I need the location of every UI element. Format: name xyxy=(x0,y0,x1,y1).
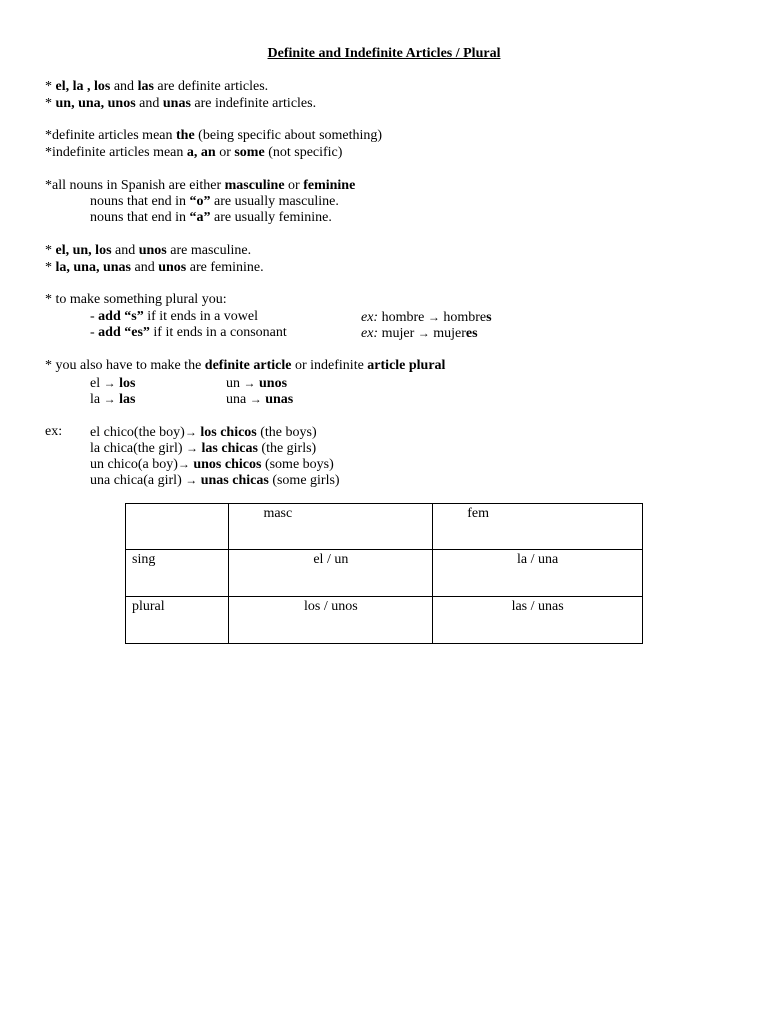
text: are feminine. xyxy=(186,260,264,275)
example-row-3 xyxy=(90,456,334,473)
definite-pair-1 xyxy=(90,375,135,392)
arrow-icon: → xyxy=(185,473,198,487)
plural-example-vowel xyxy=(361,309,492,326)
text: (not specific) xyxy=(264,145,343,160)
bold-text: add “s” xyxy=(98,309,144,324)
definite-meaning-line xyxy=(45,128,382,144)
text: (the girls) xyxy=(257,441,317,456)
plural-intro-line: * to make something plural you: xyxy=(45,292,227,307)
bold-text: unos xyxy=(138,243,167,258)
table-header-fem: fem xyxy=(433,504,643,550)
text: el xyxy=(90,376,104,391)
bold-text: el, un, los xyxy=(55,243,112,258)
table-row xyxy=(126,550,643,597)
examples-label: ex: xyxy=(45,424,63,439)
text: * xyxy=(45,96,56,111)
example-row-4 xyxy=(90,472,340,489)
bold-text: las xyxy=(119,392,136,407)
nouns-gender-line xyxy=(45,178,355,194)
text: and xyxy=(135,96,163,111)
articles-summary-table xyxy=(125,503,643,644)
nouns-a-line xyxy=(90,210,332,226)
arrow-icon: → xyxy=(427,310,440,324)
bold-text: s xyxy=(486,310,492,325)
text: - xyxy=(90,325,99,340)
text: una xyxy=(226,392,250,407)
arrow-icon: → xyxy=(417,326,430,340)
indefinite-pair-1 xyxy=(226,375,287,392)
bold-text: article plural xyxy=(367,358,446,373)
text: un xyxy=(226,376,244,391)
example-label: ex: xyxy=(361,326,379,341)
bold-text: las xyxy=(137,79,154,94)
plural-rule-vowel xyxy=(90,309,258,325)
text: *definite articles mean xyxy=(45,128,176,143)
text: * xyxy=(45,243,56,258)
text: un chico(a boy) xyxy=(90,457,178,472)
table-cell: las / unas xyxy=(433,597,643,644)
table-header-row xyxy=(126,504,643,550)
bold-text: the xyxy=(176,128,195,143)
text: or xyxy=(284,178,304,193)
table-cell: los / unos xyxy=(229,597,433,644)
text: la chica(the girl) xyxy=(90,441,187,456)
text: (the boys) xyxy=(256,425,317,440)
bold-text: un, una, unos xyxy=(55,96,136,111)
arrow-icon: → xyxy=(103,392,116,406)
bold-text: la, una, unas xyxy=(55,260,131,275)
text: nouns that end in xyxy=(90,194,190,209)
bold-text: a, an xyxy=(186,145,216,160)
nouns-o-line xyxy=(90,194,339,210)
table-row-label: sing xyxy=(126,550,229,597)
text: la xyxy=(90,392,104,407)
text: or xyxy=(215,145,235,160)
masculine-articles-line xyxy=(45,243,251,259)
bold-text: unos chicos xyxy=(193,457,262,472)
table-cell: la / una xyxy=(433,550,643,597)
bold-text: “o” xyxy=(189,194,211,209)
table-row xyxy=(126,597,643,644)
bold-text: unas xyxy=(265,392,294,407)
text: are usually feminine. xyxy=(210,210,332,225)
table-corner-cell xyxy=(126,504,229,550)
arrow-icon: → xyxy=(184,425,197,439)
text: and xyxy=(111,243,139,258)
text: are indefinite articles. xyxy=(190,96,317,111)
text: and xyxy=(110,79,138,94)
text: (some boys) xyxy=(261,457,334,472)
text: mujer xyxy=(378,326,418,341)
text: hombre xyxy=(378,310,428,325)
definite-articles-line xyxy=(45,79,268,95)
text: (being specific about something) xyxy=(194,128,383,143)
page-title: Definite and Indefinite Articles / Plural xyxy=(267,46,501,61)
example-label: ex: xyxy=(361,310,379,325)
arrow-icon: → xyxy=(249,392,262,406)
text: - xyxy=(90,309,99,324)
arrow-icon: → xyxy=(243,376,256,390)
text: if it ends in a consonant xyxy=(149,325,287,340)
plural-rule-consonant xyxy=(90,325,287,341)
text: (some girls) xyxy=(268,473,340,488)
bold-text: unos xyxy=(259,376,288,391)
bold-text: definite article xyxy=(204,358,292,373)
bold-text: los xyxy=(119,376,136,391)
text: or indefinite xyxy=(291,358,368,373)
bold-text: unos xyxy=(158,260,187,275)
bold-text: las chicas xyxy=(201,441,258,456)
bold-text: masculine xyxy=(224,178,285,193)
text: hombre xyxy=(439,310,487,325)
text: if it ends in a vowel xyxy=(143,309,259,324)
text: el chico(the boy) xyxy=(90,425,185,440)
bold-text: feminine xyxy=(303,178,356,193)
text: una chica(a girl) xyxy=(90,473,186,488)
bold-text: los chicos xyxy=(200,425,257,440)
bold-text: add “es” xyxy=(98,325,150,340)
text: are usually masculine. xyxy=(210,194,339,209)
text: mujer xyxy=(429,326,466,341)
indefinite-pair-2 xyxy=(226,391,293,408)
bold-text: el, la , los xyxy=(55,79,111,94)
table-cell: el / un xyxy=(229,550,433,597)
text: *indefinite articles mean xyxy=(45,145,187,160)
indefinite-meaning-line xyxy=(45,145,342,161)
definite-pair-2 xyxy=(90,391,135,408)
table-row-label: plural xyxy=(126,597,229,644)
arrow-icon: → xyxy=(186,441,199,455)
bold-text: some xyxy=(234,145,265,160)
bold-text: es xyxy=(465,326,478,341)
bold-text: unas xyxy=(162,96,191,111)
article-plural-line xyxy=(45,358,445,374)
table-header-masc: masc xyxy=(229,504,433,550)
text: * you also have to make the xyxy=(45,358,205,373)
text: are definite articles. xyxy=(153,79,269,94)
example-row-2 xyxy=(90,440,316,457)
plural-example-consonant xyxy=(361,325,478,342)
text: and xyxy=(130,260,159,275)
text: *all nouns in Spanish are either xyxy=(45,178,225,193)
arrow-icon: → xyxy=(177,457,190,471)
text: * xyxy=(45,260,56,275)
text: are masculine. xyxy=(166,243,252,258)
arrow-icon: → xyxy=(103,376,116,390)
example-row-1 xyxy=(90,424,317,441)
indefinite-articles-line xyxy=(45,96,316,112)
feminine-articles-line xyxy=(45,260,264,276)
text: nouns that end in xyxy=(90,210,190,225)
bold-text: unas chicas xyxy=(200,473,269,488)
bold-text: “a” xyxy=(189,210,211,225)
text: * xyxy=(45,79,56,94)
